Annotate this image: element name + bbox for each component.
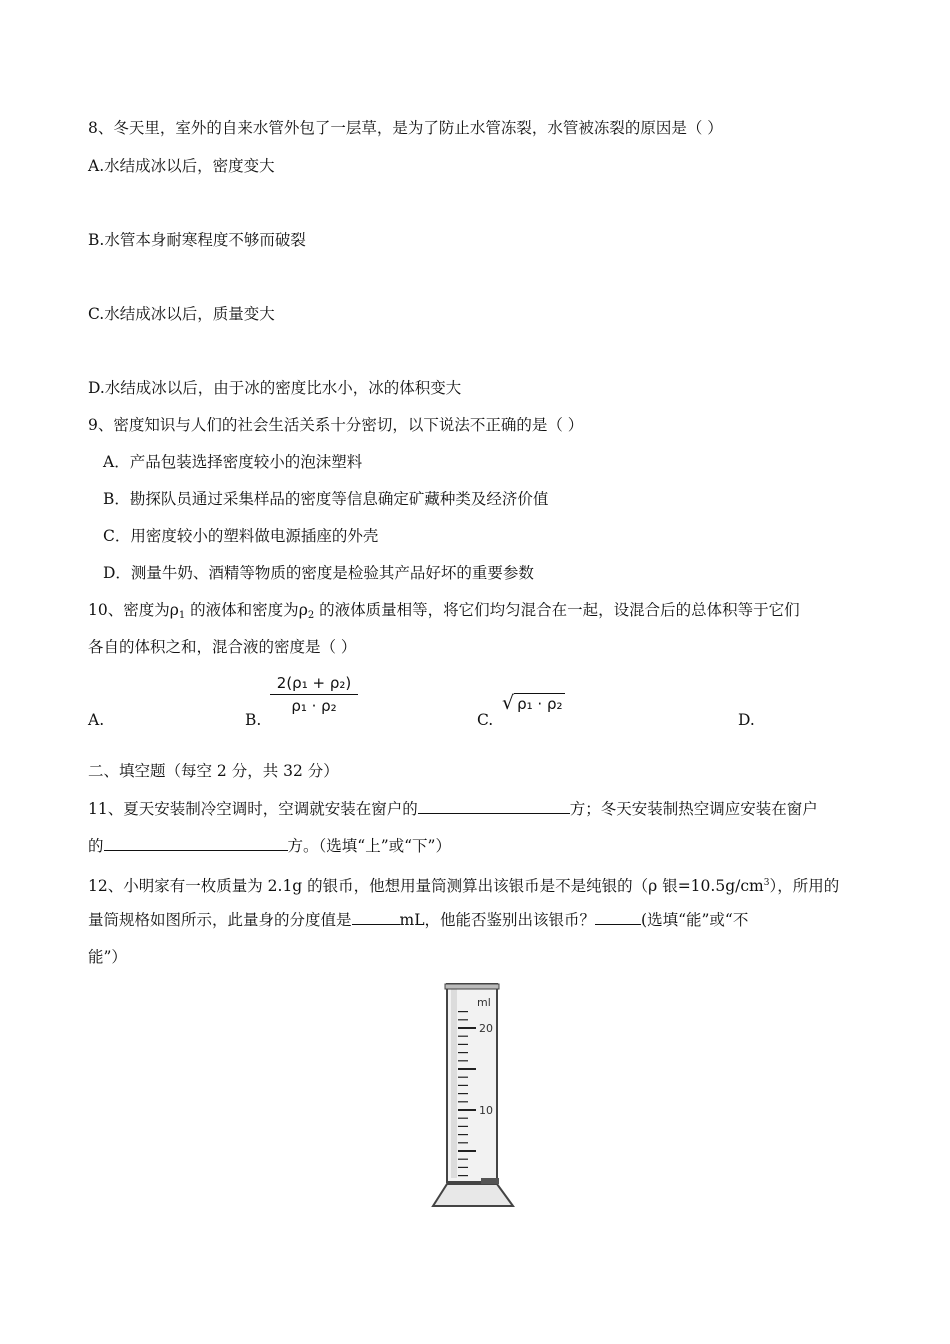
q10-formula-c: √ ρ₁ · ρ₂ <box>502 692 565 714</box>
q9-option-a: A．产品包装选择密度较小的泡沫塑料 <box>103 453 363 471</box>
radical-sign-icon: √ <box>502 692 515 714</box>
q9-option-b: B．勘探队员通过采集样品的密度等信息确定矿藏种类及经济价值 <box>103 490 549 508</box>
q8-option-a: A.水结成冰以后，密度变大 <box>88 157 275 175</box>
q11-blank-2[interactable] <box>104 836 288 851</box>
cylinder-base <box>433 1184 513 1206</box>
q8-option-b: B.水管本身耐寒程度不够而破裂 <box>88 231 306 249</box>
q8-stem: 8、冬天里，室外的自来水管外包了一层草，是为了防止水管冻裂，水管被冻裂的原因是（ ） <box>88 119 723 137</box>
q11-line2: 的 方。（选填“上”或“下”） <box>88 837 451 855</box>
q9-option-c: C．用密度较小的塑料做电源插座的外壳 <box>103 527 379 545</box>
tick-label-20: 20 <box>479 1022 493 1035</box>
q10-option-a: A. <box>88 711 105 729</box>
unit-label: ml <box>477 996 491 1009</box>
q9-stem: 9、密度知识与人们的社会生活关系十分密切，以下说法不正确的是（ ） <box>88 416 584 434</box>
q9-option-d: D．测量牛奶、酒精等物质的密度是检验其产品好坏的重要参数 <box>103 564 534 582</box>
q10-option-b: B. <box>245 711 262 729</box>
q12-blank-2[interactable] <box>595 910 641 925</box>
q12-line3: 能”） <box>88 948 127 966</box>
q10-formula-b-denominator: ρ₁ · ρ₂ <box>291 697 337 715</box>
q8-option-c: C.水结成冰以后，质量变大 <box>88 305 275 323</box>
q10-formula-b-numerator: 2(ρ₁ + ρ₂) <box>276 674 352 692</box>
q11-line1: 11、夏天安装制冷空调时，空调就安装在窗户的 方；冬天安装制热空调应安装在窗户 <box>88 800 818 818</box>
base-collar <box>481 1178 499 1184</box>
q10-stem-line2: 各自的体积之和，混合液的密度是（ ） <box>88 638 357 656</box>
section-2-title: 二、填空题（每空 2 分，共 32 分） <box>88 762 339 780</box>
q11-blank-1[interactable] <box>418 799 570 814</box>
cylinder-shade <box>451 988 457 1178</box>
q12-blank-1[interactable] <box>352 910 400 925</box>
q10-option-c: C. <box>477 711 494 729</box>
cylinder-rim <box>445 984 499 989</box>
q10-option-d: D. <box>738 711 755 729</box>
tick-label-10: 10 <box>479 1104 493 1117</box>
q12-line1: 12、小明家有一枚质量为 2.1g 的银币，他想用量筒测算出该银币是不是纯银的（ρ 银$=10.5g/cm^3$），所用的 <box>88 877 840 895</box>
q12-line2: 量筒规格如图所示，此量身的分度值是 mL，他能否鉴别出该银币？ (选填“能”或“不 <box>88 911 749 929</box>
q10-formula-b <box>268 674 360 715</box>
measuring-cylinder-figure <box>425 980 527 1216</box>
q10-stem-line1: 10、密度为$\rho_1$ 的液体和密度为$\rho_2$ 的液体质量相等，将它们均匀混合在一起，设混合后的总体积等于它们 <box>88 601 800 621</box>
q8-option-d: D.水结成冰以后，由于冰的密度比水小，冰的体积变大 <box>88 379 462 397</box>
